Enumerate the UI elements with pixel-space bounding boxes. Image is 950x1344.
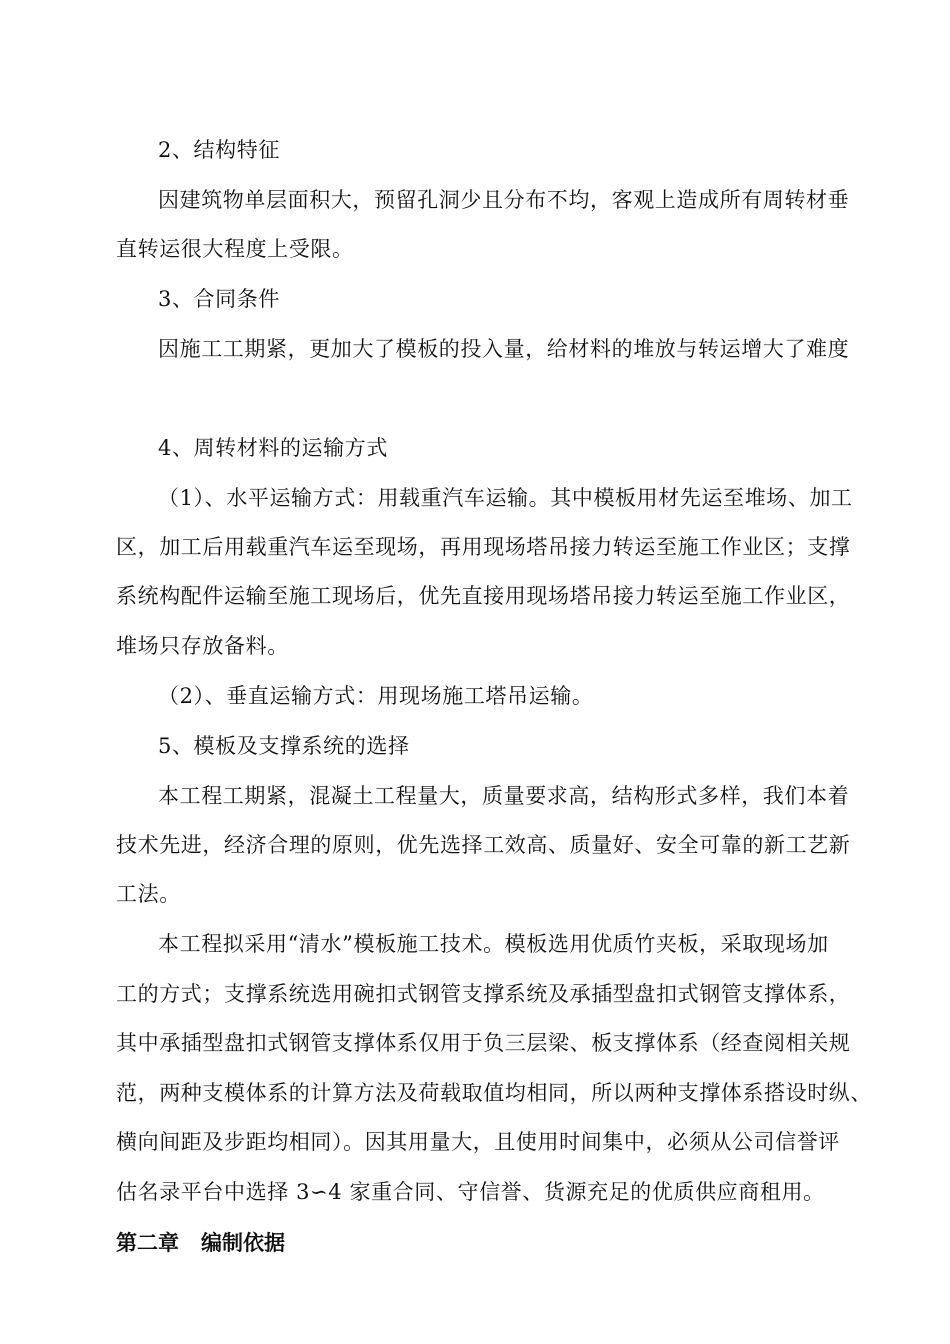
chapter-title: 编制依据 (201, 1231, 285, 1255)
section-heading-structure: 2、结构特征 (158, 138, 280, 162)
paragraph-line: 系统构配件运输至施工现场后，优先直接用现场塔吊接力转运至施工作业区， (116, 584, 851, 608)
paragraph-line: 其中承插型盘扣式钢管支撑体系仅用于负三层梁、板支撑体系（经查阅相关规 (116, 1031, 851, 1055)
paragraph-line: 范，两种支模体系的计算方法及荷载取值均相同，所以两种支撑体系搭设时纵、 (116, 1081, 872, 1105)
paragraph-line: 本工程工期紧，混凝土工程量大，质量要求高，结构形式多样，我们本着 (158, 784, 850, 808)
paragraph-line: 工的方式；支撑系统选用碗扣式钢管支撑系统及承插型盘扣式钢管支撑体系， (116, 982, 851, 1006)
paragraph-line: 堆场只存放备料。 (116, 634, 289, 658)
chapter-heading (116, 1229, 285, 1257)
paragraph-line: 技术先进，经济合理的原则，优先选择工效高、质量好、安全可靠的新工艺新 (116, 833, 851, 857)
paragraph-line: 因施工工期紧，更加大了模板的投入量，给材料的堆放与转运增大了难度 (158, 337, 850, 361)
paragraph-line: （2）、垂直运输方式：用现场施工塔吊运输。 (158, 684, 594, 708)
paragraph-line: 直转运很大程度上受限。 (116, 237, 354, 261)
section-heading-formwork: 5、模板及支撑系统的选择 (158, 734, 410, 758)
section-heading-transport: 4、周转材料的运输方式 (158, 436, 388, 460)
chapter-number: 第二章 (116, 1231, 179, 1255)
paragraph-line: 估名录平台中选择 3∽4 家重合同、守信誉、货源充足的优质供应商租用。 (116, 1180, 825, 1204)
paragraph-line: 本工程拟采用“清水”模板施工技术。模板选用优质竹夹板，采取现场加 (158, 932, 829, 956)
paragraph-line: （1）、水平运输方式：用载重汽车运输。其中模板用材先运至堆场、加工 (158, 486, 853, 510)
paragraph-line: 工法。 (116, 882, 181, 906)
paragraph-line: 横向间距及步距均相同）。因其用量大，且使用时间集中，必须从公司信誉评 (116, 1130, 840, 1154)
paragraph-line: 区，加工后用载重汽车运至现场，再用现场塔吊接力转运至施工作业区；支撑 (116, 535, 851, 559)
paragraph-line: 因建筑物单层面积大，预留孔洞少且分布不均，客观上造成所有周转材垂 (158, 188, 850, 212)
section-heading-contract: 3、合同条件 (158, 287, 280, 311)
